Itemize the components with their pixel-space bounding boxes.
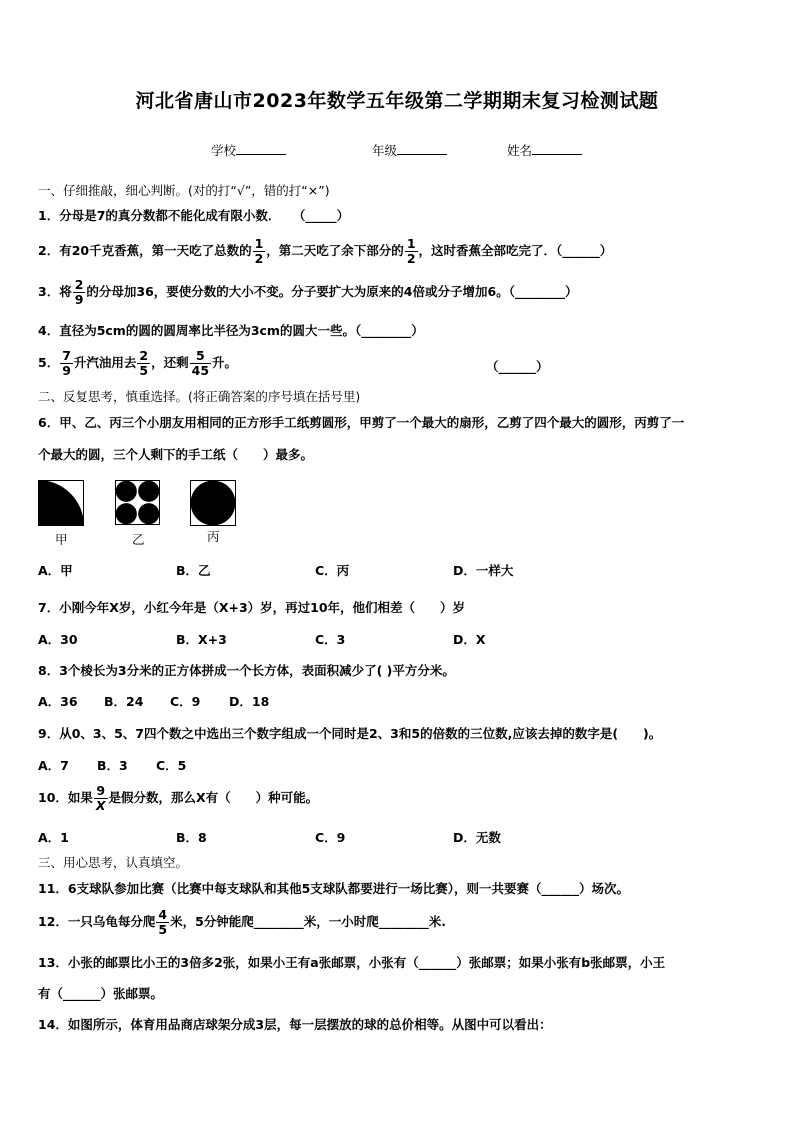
question-4: 4．直径为5cm的圆的圆周率比半径为3cm的圆大一些。（________）	[38, 323, 424, 338]
single-circle-figure	[190, 480, 236, 526]
q6-option-a[interactable]: A．甲	[38, 563, 73, 578]
school-blank[interactable]	[236, 142, 286, 155]
q10-option-a[interactable]: A．1	[38, 830, 69, 845]
question-13-line-2: 有（______）张邮票。	[38, 986, 164, 1001]
fraction: $\frac{1}{2}$	[406, 236, 416, 266]
question-6-line-1: 6．甲、乙、丙三个小朋友用相同的正方形手工纸剪圆形，甲剪了一个最大的扇形，乙剪了四个最大的圆形，丙剪了一	[38, 415, 685, 430]
figure-label-jia: 甲	[55, 532, 68, 547]
q9-option-a[interactable]: A．7	[38, 758, 69, 773]
question-14: 14．如图所示，体育用品商店球架分成3层，每一层摆放的球的总价相等。从图中可以看出：	[38, 1017, 552, 1032]
question-6-line-2: 个最大的圆，三个人剩下的手工纸（ ）最多。	[38, 447, 314, 462]
name-label: 姓名	[507, 143, 533, 158]
section-1-heading: 一、仔细推敲，细心判断。(对的打“√”，错的打“×”)	[38, 183, 330, 198]
school-label: 学校	[211, 143, 237, 158]
question-1: 1．分母是7的真分数都不能化成有限小数． （_____）	[38, 208, 350, 223]
q8-option-d[interactable]: D．18	[229, 694, 270, 709]
q7-option-d[interactable]: D．X	[453, 632, 486, 647]
q8-option-a[interactable]: A．36	[38, 694, 78, 709]
fraction: $\frac{2}{5}$	[139, 348, 149, 378]
q10-option-b[interactable]: B．8	[176, 830, 207, 845]
fraction: $\frac{2}{9}$	[74, 277, 84, 307]
fraction: $\frac{9}{X}$	[95, 783, 106, 813]
q8-option-b[interactable]: B．24	[104, 694, 144, 709]
q7-option-b[interactable]: B．X+3	[176, 632, 227, 647]
question-2: 2．有20千克香蕉，第一天吃了总数的 $\frac{1}{2}$ ，第二天吃了余下部分的 $\frac{1}{2}$ ，这时香蕉全部吃完了．（______）	[38, 236, 613, 266]
question-11: 11．6支球队参加比赛（比赛中每支球队和其他5支球队都要进行一场比赛），则一共要赛（______）场次。	[38, 881, 630, 896]
figure-label-yi: 乙	[132, 532, 145, 547]
grade-blank[interactable]	[397, 142, 447, 155]
q8-option-c[interactable]: C．9	[170, 694, 201, 709]
question-12: 12．一只乌龟每分爬 $\frac{4}{5}$ 米，5分钟能爬________米，一小时爬________米.	[38, 907, 447, 937]
q7-option-a[interactable]: A．30	[38, 632, 78, 647]
page-title: 河北省唐山市2023年数学五年级第二学期期末复习检测试题	[135, 90, 659, 112]
q9-option-b[interactable]: B．3	[97, 758, 128, 773]
fraction: $\frac{1}{2}$	[254, 236, 264, 266]
section-3-heading: 三、用心思考，认真填空。	[38, 855, 189, 870]
question-9: 9．从0、3、5、7四个数之中选出三个数字组成一个同时是2、3和5的倍数的三位数,应该去掉的数字是( )。	[38, 726, 662, 741]
q6-option-c[interactable]: C．丙	[315, 563, 350, 578]
question-7: 7．小刚今年X岁，小红今年是（X+3）岁，再过10年，他们相差（ ）岁	[38, 600, 466, 615]
q10-option-c[interactable]: C．9	[315, 830, 346, 845]
question-10: 10．如果 $\frac{9}{X}$ 是假分数，那么X有（ ）种可能。	[38, 783, 319, 813]
school-field	[211, 142, 286, 159]
grade-field	[372, 142, 447, 159]
quarter-circle-figure	[38, 480, 84, 526]
grade-label: 年级	[372, 143, 398, 158]
name-blank[interactable]	[532, 142, 582, 155]
section-2-heading: 二、反复思考，慎重选择。(将正确答案的序号填在括号里)	[38, 389, 361, 404]
q10-option-d[interactable]: D．无数	[453, 830, 501, 845]
q9-option-c[interactable]: C．5	[156, 758, 187, 773]
question-5-blank[interactable]: （______）	[486, 359, 549, 374]
question-8: 8．3个棱长为3分米的正方体拼成一个长方体，表面积减少了( )平方分米。	[38, 663, 455, 678]
q7-option-c[interactable]: C．3	[315, 632, 346, 647]
q6-option-b[interactable]: B．乙	[176, 563, 211, 578]
question-13-line-1: 13．小张的邮票比小王的3倍多2张，如果小王有a张邮票，小张有（______）张邮票；如果小张有b张邮票，小王	[38, 955, 666, 970]
fraction: $\frac{7}{9}$	[62, 348, 71, 378]
figure-label-bing: 丙	[207, 529, 220, 544]
name-field	[507, 142, 582, 159]
fraction: $\frac{5}{45}$	[191, 348, 210, 378]
question-3: 3．将 $\frac{2}{9}$ 的分母加36，要使分数的大小不变。分子要扩大为原来的4倍或分子增加6。（________）	[38, 277, 578, 307]
four-circles-figure	[115, 480, 160, 525]
q6-option-d[interactable]: D．一样大	[453, 563, 514, 578]
question-5: 5． $\frac{7}{9}$ 升汽油用去 $\frac{2}{5}$ ，还剩 $\frac{5}{45}$ 升。	[38, 348, 238, 378]
fraction: $\frac{4}{5}$	[158, 907, 168, 937]
